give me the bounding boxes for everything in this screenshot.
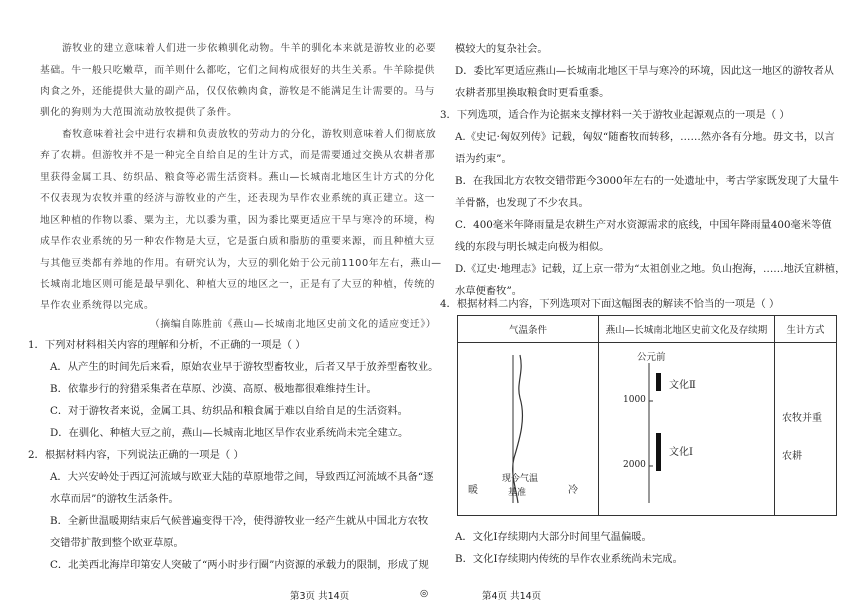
cold-label: 冷 [568, 485, 578, 496]
question-1-stem: 1．下列对材料相关内容的理解和分析，不正确的一项是（ ） [28, 339, 306, 351]
option-3a: A.《史记·匈奴列传》记载，匈奴“随畜牧而转移，……然亦各有分地。毋文书，以言 [455, 131, 835, 143]
passage-line: 旱作农业系统得以完成。 [40, 300, 155, 311]
option-3d-cont: 水草便畜牧”。 [455, 285, 523, 297]
culture-cell [599, 343, 775, 516]
culture-1-bar [656, 433, 661, 471]
option-2a: A．大兴安岭处于西辽河流域与欧亚大陆的草原地带之间，导致西辽河流域不具备“逐 [50, 471, 434, 483]
culture-1-label: 文化Ⅰ [669, 447, 693, 458]
passage-line: 基础。牛一般只吃嫩草，而羊则什么都吃，它们之间构成很好的共生关系。牛羊除提供 [40, 65, 436, 76]
option-1c: C．对于游牧者来说，金属工具、纺织品和粮食属于难以自给自足的生活资料。 [50, 405, 408, 417]
baseline-label-1: 现今气温 [502, 474, 539, 484]
option-2b-cont: 交错带扩散到整个欧亚草原。 [50, 537, 184, 549]
option-2a-cont: 水草而居”的游牧生活条件。 [50, 493, 179, 505]
culture-2-label: 文化Ⅱ [669, 380, 696, 391]
passage-line: 地区种植的作物以黍、粟为主，尤以黍为重，因为黍比粟更适应干旱与寒冷的环境，构 [40, 215, 436, 226]
baseline-label-2: 基准 [508, 488, 527, 498]
option-3b-cont: 羊骨骼，也发现了不少农具。 [455, 197, 589, 209]
option-1d: D．在驯化、种植大豆之前，燕山—长城南北地区旱作农业系统尚未完全建立。 [50, 427, 409, 439]
passage-line: 弃了农耕。但游牧并不是一种完全自给自足的生计方式，而是需要通过交换从农耕者那 [40, 150, 436, 161]
option-4b: B．文化Ⅰ存续期内传统的旱作农业系统尚未完成。 [455, 553, 683, 565]
passage-line: 驯化的狗则为大范围流动放牧提供了条件。 [40, 107, 238, 118]
center-mark: ◎ [420, 588, 429, 599]
table-header-culture: 燕山—长城南北地区史前文化及存续期 [599, 316, 775, 343]
option-4a: A．文化Ⅰ存续期内大部分时间里气温偏暖。 [455, 531, 652, 543]
option-2d: D．委比军更适应燕山—长城南北地区干旱与寒冷的环境，因此这一地区的游牧者从 [455, 65, 834, 77]
passage-line: 肉食之外，还能提供大量的副产品，仅仅依赖肉食，游牧是不能满足生计需要的。马与 [40, 86, 436, 97]
timeline-axis [599, 343, 774, 515]
climate-cell [458, 343, 599, 516]
passage-line: 长城南北地区则可能是最早驯化、种植大豆的地区之一，正是有了大豆的种植，传统的 [40, 279, 436, 290]
culture-2-bar [656, 373, 661, 391]
livelihood-mixed: 农牧并重 [782, 413, 822, 424]
question-2-stem: 2．根据材料内容，下列说法正确的一项是（ ） [28, 449, 244, 461]
question-4-stem: 4．根据材料二内容，下列选项对下面这幅图表的解读不恰当的一项是（ ） [440, 298, 780, 310]
table-header-livelihood: 生计方式 [775, 316, 837, 343]
option-3c-cont: 线的东段与明长城走向极为相似。 [455, 241, 610, 253]
continued-text: 模较大的复杂社会。 [455, 43, 548, 55]
climate-culture-table [457, 315, 837, 516]
page-number-right: 第4页 共14页 [482, 591, 542, 602]
passage-line: 游牧业的建立意味着人们进一步依赖驯化动物。牛羊的驯化本来就是游牧业的必要 [62, 43, 437, 54]
tick-1000: 1000 [623, 395, 646, 405]
livelihood-cell [775, 343, 837, 516]
passage-line: 里获得金属工具、纺织品、粮食等必需生活资料。燕山—长城南北地区生计方式的分化 [40, 172, 436, 183]
passage-line: 不仅表现为农牧并重的经济与游牧业的产生，还表现为旱作农业系统的真正建立。这一 [40, 193, 436, 204]
warm-label: 暖 [468, 485, 478, 496]
passage-line: 成旱作农业系统的另一种农作物是大豆，它是蛋白质和脂肪的重要来源，而且种植大豆 [40, 236, 436, 247]
question-3-stem: 3．下列选项，适合作为论据来支撑材料一关于游牧业起源观点的一项是（ ） [440, 109, 790, 121]
option-2b: B．全新世温暖期结束后气候普遍变得干冷，使得游牧业一经产生就从中国北方农牧 [50, 515, 429, 527]
option-3a-cont: 语为约束”。 [455, 153, 512, 165]
option-2c: C．北美西北海岸印第安人突破了“两小时步行圈”内资源的承载力的限制，形成了规 [50, 559, 429, 571]
option-3c: C．400毫米年降雨量是农耕生产对水资源需求的底线，中国年降雨量400毫米等值 [455, 219, 832, 231]
option-3b: B．在我国北方农牧交错带距今3000年左右的一处遗址中，考古学家既发现了大量牛 [455, 175, 839, 187]
era-label: 公元前 [637, 352, 666, 363]
option-3d: D.《辽史·地理志》记载，辽上京一带为“太祖创业之地。负山抱海，……地沃宜耕植， [455, 263, 846, 275]
table-header-climate: 气温条件 [458, 316, 599, 343]
passage-line: 与其他豆类都有养地的作用。有研究认为，大豆的驯化始于公元前1100年左右，燕山— [40, 258, 442, 269]
option-2d-cont: 农耕者那里换取粮食时更看重黍。 [455, 87, 610, 99]
source-citation: （摘编自陈胜前《燕山—长城南北地区史前文化的适应变迁》） [150, 319, 437, 330]
passage-line: 畜牧意味着社会中进行农耕和负责放牧的劳动力的分化，游牧则意味着人们彻底放 [62, 129, 437, 140]
tick-2000: 2000 [623, 460, 646, 470]
option-1b: B．依靠步行的狩猎采集者在草原、沙漠、高原、极地都很难维持生计。 [50, 383, 377, 395]
livelihood-farming: 农耕 [782, 451, 802, 462]
option-1a: A．从产生的时间先后来看，原始农业早于游牧型畜牧业，后者又早于放养型畜牧业。 [50, 361, 439, 373]
page-number-left: 第3页 共14页 [290, 591, 350, 602]
